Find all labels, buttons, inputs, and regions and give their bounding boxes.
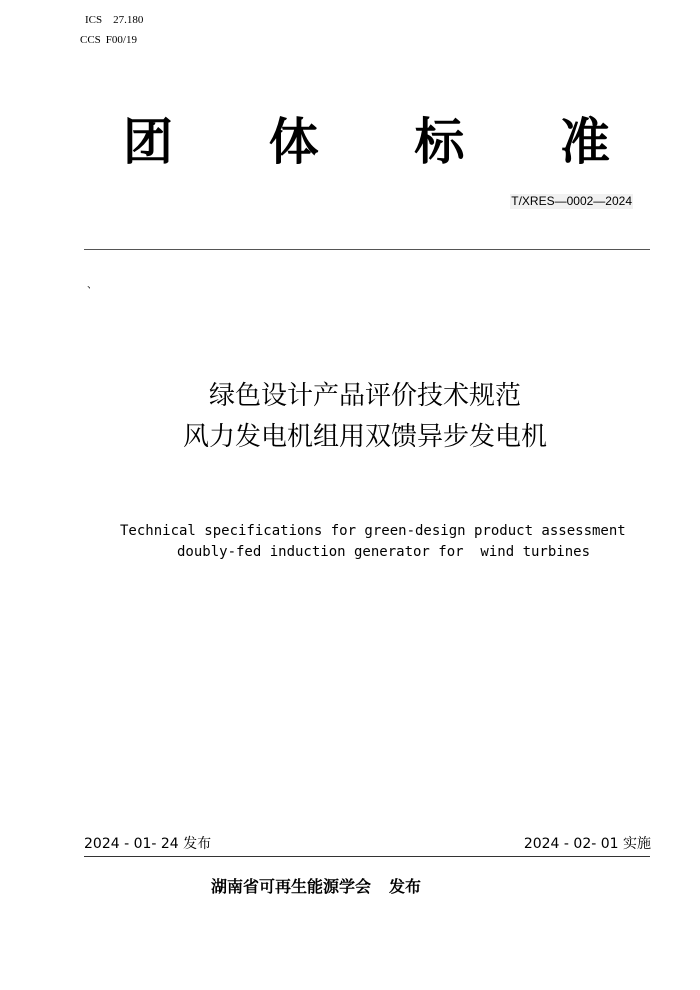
english-title-line-1: Technical specifications for green-design product assessment: [120, 523, 626, 539]
ics-code-line: [85, 13, 143, 27]
english-title-line-2: doubly-fed induction generator for wind turbines: [177, 544, 591, 560]
title-char-3: 标: [414, 113, 465, 171]
title-char-1: 团: [123, 113, 173, 171]
issue-date: 2024 - 01- 24 发布: [84, 836, 212, 852]
title-char-4: 准: [559, 113, 610, 171]
publisher-organization: 湖南省可再生能源学会: [211, 877, 372, 896]
ccs-code-line: [80, 33, 137, 47]
ics-code: 27.180: [113, 14, 144, 26]
bottom-divider: [84, 856, 650, 857]
ics-label: ICS: [85, 14, 103, 26]
chinese-title-line-1: 绿色设计产品评价技术规范: [208, 381, 521, 411]
top-divider: [84, 249, 650, 250]
publisher-line: [211, 876, 421, 898]
publisher-action: 发布: [389, 877, 422, 896]
standard-number: T/XRES—0002—2024: [511, 194, 632, 208]
stray-mark: 、: [87, 280, 97, 291]
implementation-date: 2024 - 02- 01 实施: [523, 836, 651, 852]
chinese-title-line-2: 风力发电机组用双馈异步发电机: [182, 422, 547, 452]
ccs-label: CCS: [80, 34, 101, 46]
title-char-2: 体: [268, 113, 319, 171]
ccs-code: F00/19: [105, 34, 137, 46]
group-standard-title: [123, 113, 610, 171]
